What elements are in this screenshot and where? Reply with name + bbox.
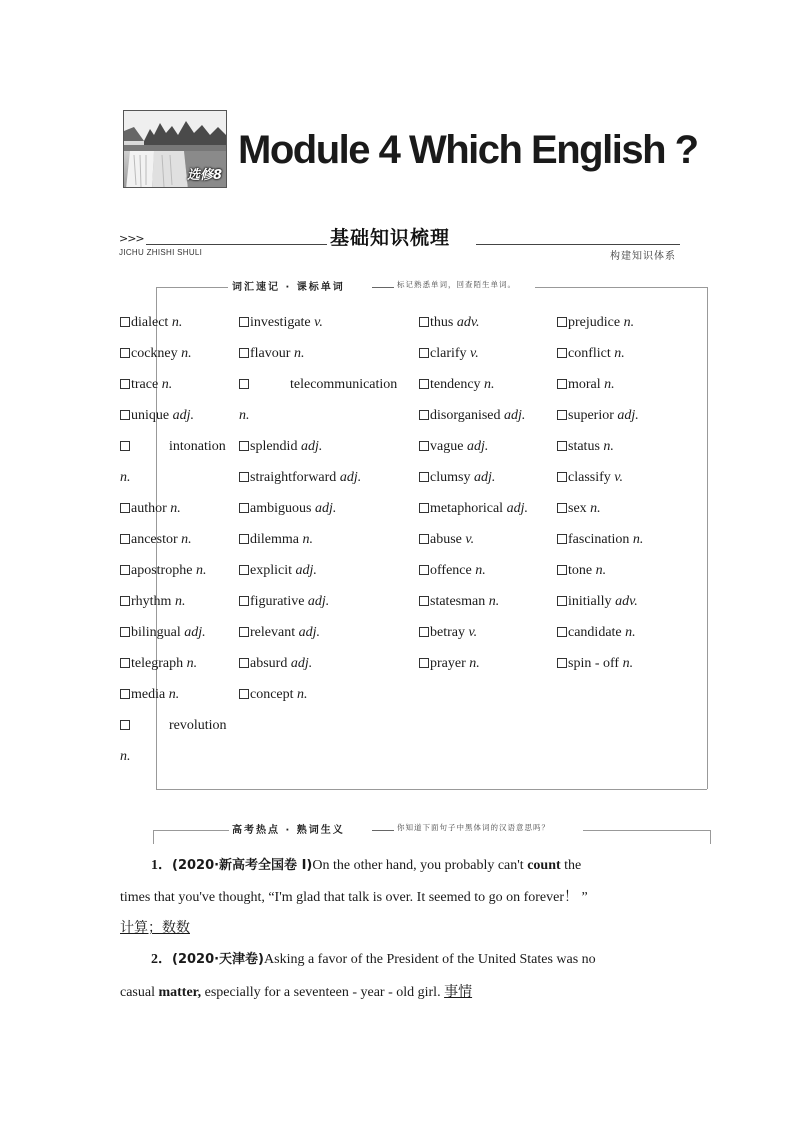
checkbox[interactable] bbox=[120, 720, 130, 730]
vocab-pos: adj. bbox=[290, 656, 313, 671]
vocab-pos: adj. bbox=[506, 501, 528, 516]
vocab-pos: adj. bbox=[314, 501, 337, 516]
vocab-pos: adj. bbox=[295, 563, 317, 578]
vocab-word: cockney bbox=[131, 346, 178, 361]
vocab-item bbox=[419, 532, 474, 548]
vocab-item bbox=[557, 315, 634, 331]
checkbox[interactable] bbox=[239, 441, 249, 451]
vocab-item bbox=[120, 625, 206, 641]
vocab-word: unique bbox=[131, 408, 170, 423]
checkbox[interactable] bbox=[120, 317, 130, 327]
checkbox[interactable] bbox=[557, 596, 567, 606]
vocab-item bbox=[419, 625, 477, 641]
vocab-pos: v. bbox=[468, 625, 478, 640]
checkbox[interactable] bbox=[239, 565, 249, 575]
vocab-item bbox=[557, 532, 643, 548]
vocab-item bbox=[120, 315, 182, 331]
vocab-word: rhythm bbox=[131, 594, 172, 609]
vocab-pos-wrap bbox=[120, 749, 131, 765]
vocab-pos: n. bbox=[293, 346, 305, 361]
vocab-pos: n. bbox=[614, 346, 625, 361]
vocab-pos: n. bbox=[595, 563, 607, 578]
vocab-hint-rule bbox=[372, 287, 394, 288]
vocab-item bbox=[239, 470, 361, 486]
example-2-text-b: casual bbox=[120, 985, 159, 1000]
example-1-text-b: the bbox=[560, 858, 582, 873]
section-rule-left bbox=[146, 244, 327, 245]
section-pinyin: JICHU ZHISHI SHULI bbox=[119, 248, 203, 257]
vocab-pos: adj. bbox=[172, 408, 194, 423]
checkbox[interactable] bbox=[557, 348, 567, 358]
checkbox[interactable] bbox=[419, 627, 429, 637]
vocab-word: abuse bbox=[430, 532, 462, 547]
hot-box-hint: 你知道下面句子中黑体词的汉语意思吗？ bbox=[397, 823, 550, 832]
checkbox[interactable] bbox=[239, 317, 249, 327]
checkbox[interactable] bbox=[419, 410, 429, 420]
checkbox[interactable] bbox=[120, 565, 130, 575]
hot-box-label: 高考热点 · 熟词生义 bbox=[232, 825, 345, 836]
checkbox[interactable] bbox=[557, 627, 567, 637]
vocab-pos: adv. bbox=[615, 594, 638, 609]
vocab-pos: v. bbox=[470, 346, 479, 361]
vocab-item bbox=[419, 439, 488, 455]
section-subtitle: 构建知识体系 bbox=[610, 251, 676, 262]
checkbox[interactable] bbox=[557, 410, 567, 420]
vocab-item bbox=[120, 656, 197, 672]
checkbox[interactable] bbox=[557, 503, 567, 513]
example-2-source: (2020·天津卷) bbox=[172, 952, 265, 967]
vocab-box-top-left bbox=[156, 287, 228, 288]
vocab-word: metaphorical bbox=[430, 501, 504, 516]
vocab-item bbox=[557, 439, 614, 455]
vocab-word: absurd bbox=[250, 656, 288, 671]
vocab-pos: adj. bbox=[307, 594, 330, 609]
example-1-answer: 计算；数数 bbox=[120, 920, 190, 936]
vocab-pos: adj. bbox=[617, 408, 639, 423]
checkbox[interactable] bbox=[239, 472, 249, 482]
checkbox[interactable] bbox=[557, 658, 567, 668]
vocab-pos: n. bbox=[171, 315, 183, 330]
example-2-text-a: Asking a favor of the President of the United States was no bbox=[264, 952, 596, 967]
checkbox[interactable] bbox=[557, 534, 567, 544]
checkbox[interactable] bbox=[419, 317, 429, 327]
vocab-word: splendid bbox=[250, 439, 298, 454]
vocab-item bbox=[239, 532, 313, 548]
example-2-answer: 事情 bbox=[444, 984, 473, 1000]
vocab-pos: adj. bbox=[504, 408, 526, 423]
badge-label: 选修8 bbox=[186, 168, 222, 183]
checkbox[interactable] bbox=[419, 348, 429, 358]
vocab-word: status bbox=[568, 439, 600, 454]
checkbox[interactable] bbox=[557, 317, 567, 327]
hot-box-top-right bbox=[583, 830, 710, 831]
vocab-word: initially bbox=[568, 594, 612, 609]
checkbox[interactable] bbox=[239, 596, 249, 606]
checkbox[interactable] bbox=[120, 658, 130, 668]
vocab-pos: n. bbox=[186, 656, 198, 671]
section-chevrons: >>> bbox=[119, 232, 144, 245]
vocab-word: clumsy bbox=[430, 470, 471, 485]
checkbox[interactable] bbox=[120, 503, 130, 513]
vocab-pos: n. bbox=[239, 408, 250, 423]
vocab-box-top-right bbox=[535, 287, 707, 288]
vocab-word: figurative bbox=[250, 594, 305, 609]
checkbox[interactable] bbox=[120, 348, 130, 358]
vocab-word: tendency bbox=[430, 377, 481, 392]
vocab-word: media bbox=[131, 687, 166, 702]
checkbox[interactable] bbox=[419, 596, 429, 606]
vocab-pos: v. bbox=[314, 315, 323, 330]
checkbox[interactable] bbox=[120, 379, 130, 389]
vocab-pos: n. bbox=[623, 315, 635, 330]
hot-box-top-left bbox=[153, 830, 229, 831]
vocab-word: flavour bbox=[250, 346, 291, 361]
vocab-pos: n. bbox=[590, 501, 601, 516]
vocab-pos: adj. bbox=[339, 470, 362, 485]
vocab-item bbox=[419, 563, 486, 579]
vocab-word: straightforward bbox=[250, 470, 337, 485]
vocab-word: relevant bbox=[250, 625, 296, 640]
vocab-pos: n. bbox=[484, 377, 495, 392]
vocab-pos: n. bbox=[168, 687, 180, 702]
section-rule-right bbox=[476, 244, 680, 245]
vocab-pos: n. bbox=[603, 439, 614, 454]
vocab-word: conflict bbox=[568, 346, 611, 361]
vocab-word: dialect bbox=[131, 315, 169, 330]
vocab-pos: adj. bbox=[184, 625, 206, 640]
vocab-item bbox=[557, 625, 636, 641]
checkbox[interactable] bbox=[120, 689, 130, 699]
example-1-text-a: On the other hand, you probably can't bbox=[312, 858, 528, 873]
checkbox[interactable] bbox=[239, 503, 249, 513]
checkbox[interactable] bbox=[419, 565, 429, 575]
vocab-item bbox=[120, 594, 185, 610]
vocab-pos: adj. bbox=[473, 470, 496, 485]
vocab-item bbox=[239, 625, 320, 641]
vocab-word: prejudice bbox=[568, 315, 621, 330]
vocab-pos: n. bbox=[195, 563, 207, 578]
vocab-item bbox=[239, 687, 308, 703]
checkbox[interactable] bbox=[239, 658, 249, 668]
vocab-word: superior bbox=[568, 408, 614, 423]
vocab-word: betray bbox=[430, 625, 465, 640]
vocab-item bbox=[557, 563, 606, 579]
checkbox[interactable] bbox=[120, 410, 130, 420]
vocab-item bbox=[557, 594, 638, 610]
vocab-pos: n. bbox=[302, 532, 313, 547]
vocab-word: offence bbox=[430, 563, 472, 578]
vocab-box-bottom bbox=[156, 789, 707, 790]
vocab-item bbox=[557, 377, 615, 393]
vocab-pos-wrap bbox=[239, 408, 250, 424]
checkbox[interactable] bbox=[419, 658, 429, 668]
vocab-pos: n. bbox=[475, 563, 486, 578]
vocab-word: prayer bbox=[430, 656, 466, 671]
vocab-word: classify bbox=[568, 470, 611, 485]
vocab-word: explicit bbox=[250, 563, 292, 578]
vocab-word: clarify bbox=[430, 346, 467, 361]
vocab-pos: n. bbox=[625, 625, 636, 640]
vocab-item bbox=[239, 377, 397, 393]
checkbox[interactable] bbox=[557, 441, 567, 451]
vocab-item bbox=[419, 501, 528, 517]
vocab-word: intonation bbox=[169, 439, 226, 454]
vocab-pos: n. bbox=[181, 532, 192, 547]
module-badge bbox=[123, 110, 227, 188]
example-1-answer-line bbox=[120, 918, 190, 939]
vocab-item bbox=[120, 439, 226, 455]
example-1-line-1 bbox=[151, 856, 581, 876]
checkbox[interactable] bbox=[239, 348, 249, 358]
vocab-word: ancestor bbox=[131, 532, 178, 547]
vocab-item bbox=[239, 346, 304, 362]
vocab-pos: v. bbox=[465, 532, 475, 547]
vocab-item bbox=[239, 656, 312, 672]
vocab-pos: n. bbox=[622, 656, 634, 671]
checkbox[interactable] bbox=[120, 596, 130, 606]
example-1-number: 1． bbox=[151, 858, 172, 873]
vocab-item bbox=[120, 501, 181, 517]
hot-hint-rule bbox=[372, 830, 394, 831]
vocab-word: concept bbox=[250, 687, 294, 702]
example-2-number: 2． bbox=[151, 952, 172, 967]
vocab-item bbox=[239, 315, 323, 331]
example-2-keyword: matter, bbox=[158, 985, 202, 1000]
vocab-item bbox=[419, 470, 495, 486]
vocab-item bbox=[120, 377, 172, 393]
checkbox[interactable] bbox=[419, 472, 429, 482]
vocab-pos: n. bbox=[604, 377, 615, 392]
vocab-box-label: 词汇速记 · 课标单词 bbox=[232, 282, 345, 293]
vocab-item bbox=[419, 408, 525, 424]
checkbox[interactable] bbox=[419, 379, 429, 389]
vocab-pos: n. bbox=[488, 594, 500, 609]
checkbox[interactable] bbox=[239, 689, 249, 699]
vocab-pos: n. bbox=[632, 532, 644, 547]
vocab-word: sex bbox=[568, 501, 587, 516]
checkbox[interactable] bbox=[419, 441, 429, 451]
vocab-word: thus bbox=[430, 315, 454, 330]
vocab-pos: v. bbox=[614, 470, 623, 485]
vocab-pos: adj. bbox=[298, 625, 320, 640]
vocab-word: vague bbox=[430, 439, 464, 454]
example-2-line-2 bbox=[120, 982, 472, 1003]
vocab-item bbox=[239, 563, 317, 579]
vocab-item bbox=[419, 656, 480, 672]
checkbox[interactable] bbox=[419, 503, 429, 513]
vocab-pos-wrap bbox=[120, 470, 131, 486]
vocab-word: telegraph bbox=[131, 656, 184, 671]
vocab-pos: n. bbox=[161, 377, 173, 392]
vocab-pos: n. bbox=[297, 687, 308, 702]
vocab-pos: n. bbox=[120, 749, 131, 764]
checkbox[interactable] bbox=[120, 441, 130, 451]
vocab-word: spin - off bbox=[568, 656, 620, 671]
vocab-item bbox=[120, 408, 194, 424]
vocab-word: trace bbox=[131, 377, 159, 392]
vocab-item bbox=[239, 439, 322, 455]
vocab-item bbox=[120, 687, 179, 703]
checkbox[interactable] bbox=[557, 565, 567, 575]
vocab-word: moral bbox=[568, 377, 601, 392]
example-2-text-c: especially for a seventeen - year - old girl. bbox=[201, 985, 445, 1000]
vocab-pos: n. bbox=[174, 594, 186, 609]
checkbox[interactable] bbox=[239, 379, 249, 389]
section-title: 基础知识梳理 bbox=[330, 227, 451, 249]
vocab-word: revolution bbox=[169, 718, 227, 733]
vocab-pos: n. bbox=[469, 656, 480, 671]
vocab-item bbox=[419, 377, 495, 393]
checkbox[interactable] bbox=[120, 627, 130, 637]
vocab-word: dilemma bbox=[250, 532, 299, 547]
vocab-word: fascination bbox=[568, 532, 630, 547]
example-2-line-1 bbox=[151, 950, 596, 970]
vocab-item bbox=[557, 656, 633, 672]
vocab-pos: adj. bbox=[300, 439, 323, 454]
checkbox[interactable] bbox=[557, 472, 567, 482]
vocab-item bbox=[419, 346, 479, 362]
example-1-source: (2020·新高考全国卷 Ⅰ) bbox=[172, 858, 313, 873]
vocab-pos: n. bbox=[181, 346, 192, 361]
vocab-item bbox=[120, 718, 227, 734]
vocab-pos: adj. bbox=[466, 439, 489, 454]
vocab-item bbox=[120, 346, 192, 362]
vocab-item bbox=[557, 346, 625, 362]
checkbox[interactable] bbox=[557, 379, 567, 389]
module-title: Module 4 Which English ? bbox=[238, 128, 698, 172]
vocab-word: candidate bbox=[568, 625, 622, 640]
vocab-item bbox=[239, 594, 329, 610]
vocab-word: disorganised bbox=[430, 408, 501, 423]
vocab-word: investigate bbox=[250, 315, 311, 330]
checkbox[interactable] bbox=[120, 534, 130, 544]
example-1-line-2: times that you've thought, “I'm glad that talk is over. It seemed to go on forever！ ” bbox=[120, 890, 588, 905]
vocab-item bbox=[557, 408, 639, 424]
vocab-item bbox=[419, 315, 480, 331]
vocab-item bbox=[120, 532, 192, 548]
vocab-pos: adv. bbox=[456, 315, 480, 330]
vocab-item bbox=[239, 501, 336, 517]
vocab-item bbox=[120, 563, 206, 579]
vocab-item bbox=[557, 501, 601, 517]
checkbox[interactable] bbox=[419, 534, 429, 544]
checkbox[interactable] bbox=[239, 627, 249, 637]
vocab-word: apostrophe bbox=[131, 563, 193, 578]
vocab-word: author bbox=[131, 501, 167, 516]
vocab-box-hint: 标记熟悉单词，回查陌生单词。 bbox=[397, 280, 516, 289]
checkbox[interactable] bbox=[239, 534, 249, 544]
vocab-item bbox=[419, 594, 499, 610]
vocab-word: ambiguous bbox=[250, 501, 312, 516]
vocab-word: bilingual bbox=[131, 625, 181, 640]
vocab-word: tone bbox=[568, 563, 593, 578]
example-1-keyword: count bbox=[527, 858, 561, 873]
vocab-pos: n. bbox=[120, 470, 131, 485]
vocab-item bbox=[557, 470, 623, 486]
vocab-word: statesman bbox=[430, 594, 486, 609]
vocab-pos: n. bbox=[170, 501, 181, 516]
vocab-word: telecommunication bbox=[290, 377, 398, 392]
